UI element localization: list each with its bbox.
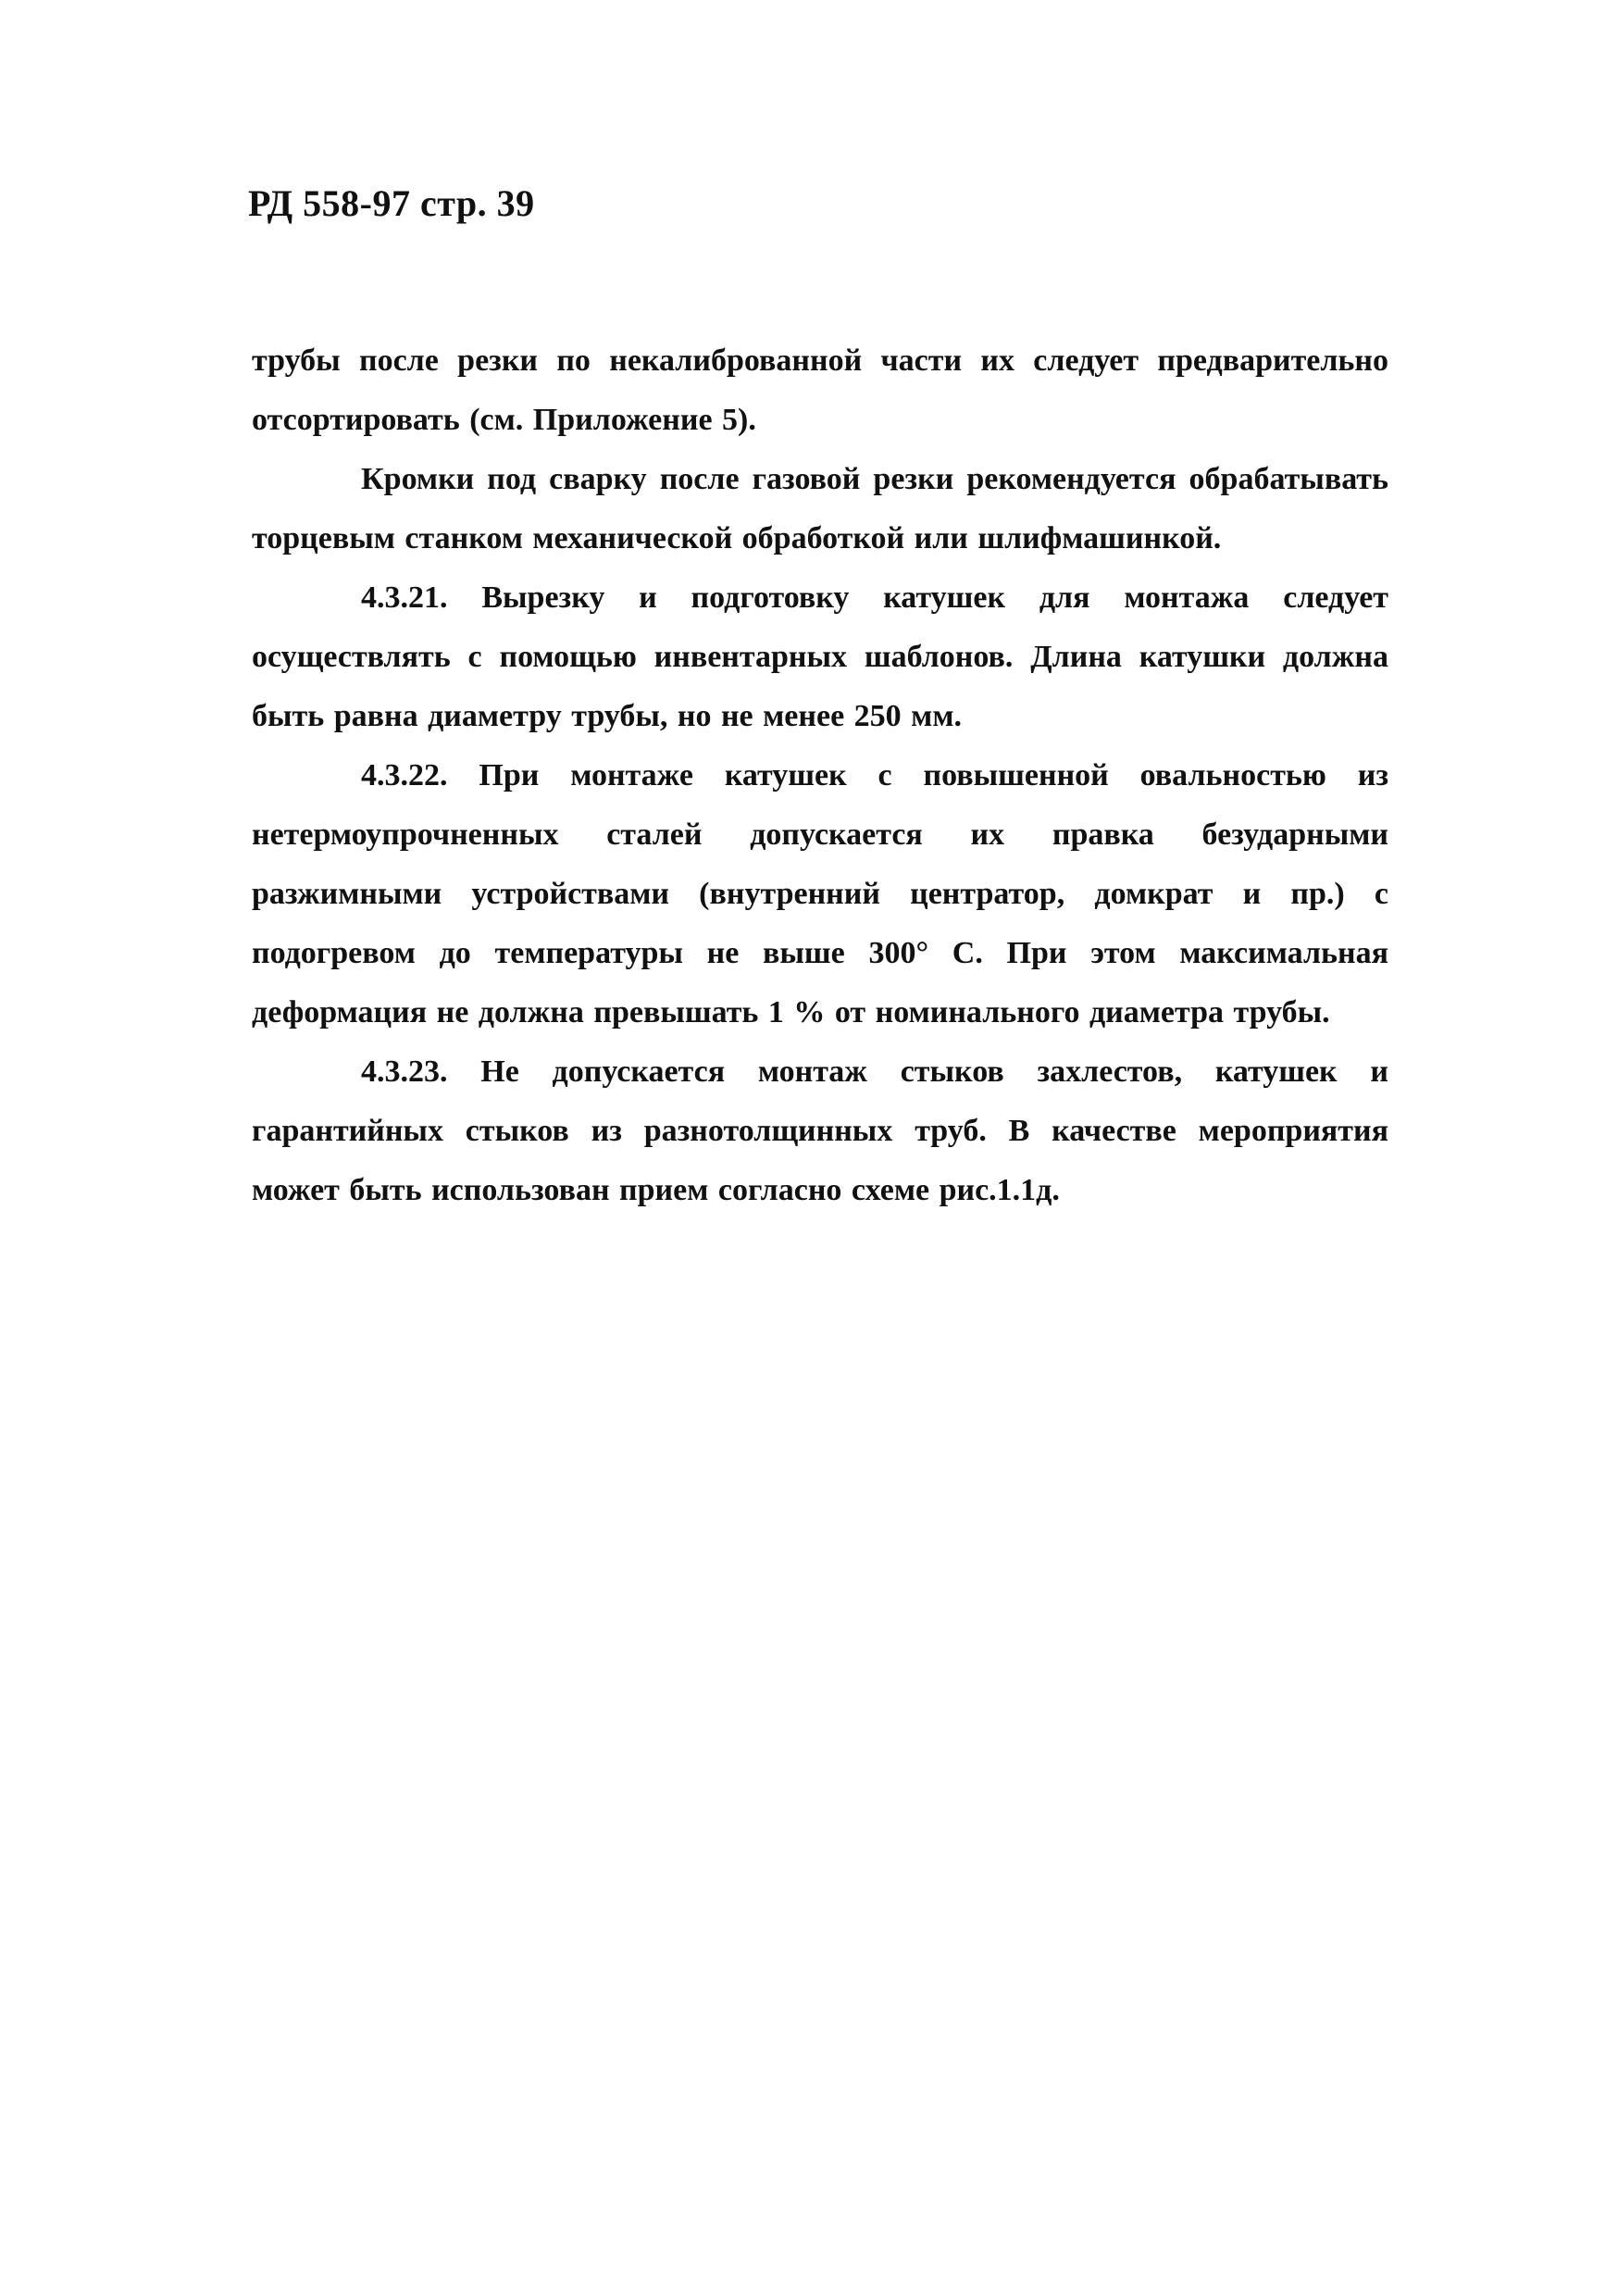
paragraph-edge-preparation: Кромки под сварку после газовой резки рекомендуется обрабатывать торцевым станком механической обработкой или шлифмашинкой. xyxy=(252,462,1388,555)
running-header: РД 558-97 стр. 39 xyxy=(248,182,535,224)
paragraph-continuation: трубы после резки по некалиброванной части их следует предварительно отсортировать (см. Приложение 5). xyxy=(252,343,1388,437)
paragraph-4-3-21: 4.3.21. Вырезку и подготовку катушек для монтажа следует осуществлять с помощью инвентарных шаблонов. Длина катушки должна быть равна диаметру трубы, но не менее 250 мм. xyxy=(252,580,1388,733)
paragraph-4-3-23: 4.3.23. Не допускается монтаж стыков захлестов, катушек и гарантийных стыков из разнотолщинных труб. В качестве мероприятия может быть использован прием согласно схеме рис.1.1д. xyxy=(252,1054,1388,1207)
body-text xyxy=(252,331,1388,1220)
paragraph-4-3-22: 4.3.22. При монтаже катушек с повышенной овальностью из нетермоупрочненных сталей допускается их правка безударными разжимными устройствами (внутренний центратор, домкрат и пр.) с подогревом до температуры не выше 300° С. При этом максимальная деформация не должна превышать 1 % от номинального диаметра трубы. xyxy=(252,758,1388,1029)
